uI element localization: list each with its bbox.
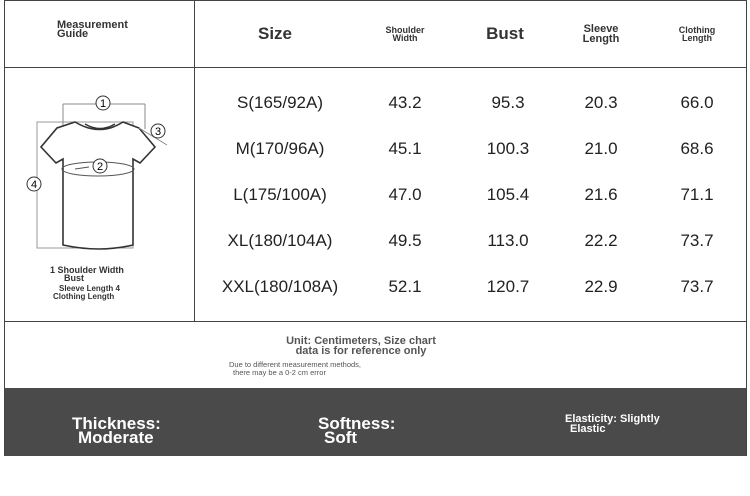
unit-note-line-1: Unit: Centimeters, Size chart	[286, 335, 436, 347]
thickness-label: Thickness:	[72, 414, 161, 433]
legend-sleeve-length: Sleeve Length 4	[59, 284, 120, 293]
cell-shoulder: 45.1	[388, 139, 422, 158]
cell-size: L(175/100A)	[233, 185, 327, 204]
table-row	[195, 172, 746, 218]
cell-length: 66.0	[680, 93, 714, 112]
cell-length: 73.7	[680, 231, 714, 250]
header-guide-label: Measurement Guide	[57, 19, 128, 40]
disclaimer-line-2: there may be a 0-2 cm error	[233, 368, 326, 377]
thickness-value: Moderate	[78, 428, 154, 447]
cell-sleeve: 22.2	[584, 231, 618, 250]
svg-text:4: 4	[30, 179, 38, 191]
cell-bust: 95.3	[491, 93, 525, 112]
elasticity-line-2: Elastic	[570, 423, 606, 435]
cell-shoulder: 52.1	[388, 277, 422, 296]
unit-note	[261, 336, 461, 356]
marker-1	[96, 96, 110, 110]
table-row	[195, 126, 746, 172]
tshirt-diagram	[5, 67, 194, 321]
size-chart	[4, 0, 747, 456]
elasticity-line-1: Elasticity: Slightly	[565, 413, 660, 425]
legend-clothing-length: Clothing Length	[53, 292, 115, 301]
cell-shoulder: 49.5	[388, 231, 422, 250]
svg-text:1: 1	[99, 98, 107, 110]
header-guide-cell	[5, 1, 195, 67]
measurement-guide	[5, 67, 195, 321]
disclaimer	[229, 361, 429, 377]
cell-length: 68.6	[680, 139, 714, 158]
table-row	[195, 80, 746, 126]
softness-value: Soft	[324, 428, 358, 447]
cell-size: XL(180/104A)	[227, 231, 333, 250]
cell-size: M(170/96A)	[235, 139, 325, 158]
cell-shoulder: 43.2	[388, 93, 422, 112]
cell-length: 73.7	[680, 277, 714, 296]
disclaimer-line-1: Due to different measurement methods,	[229, 360, 362, 369]
cell-bust: 105.4	[486, 185, 530, 204]
table-row	[195, 218, 746, 264]
legend-shoulder-width: 1 Shoulder Width	[50, 265, 124, 275]
cell-size: XXL(180/108A)	[221, 277, 339, 296]
marker-3	[151, 124, 165, 138]
cell-bust: 120.7	[486, 277, 530, 296]
unit-note-line-2: data is for reference only	[295, 345, 427, 357]
marker-4	[27, 177, 41, 191]
cell-sleeve: 21.6	[584, 185, 618, 204]
cell-bust: 100.3	[486, 139, 530, 158]
svg-text:2: 2	[96, 161, 104, 173]
header-sleeve-length: Sleeve Length	[582, 23, 620, 45]
cell-size: S(165/92A)	[237, 93, 323, 112]
cell-sleeve: 20.3	[584, 93, 618, 112]
svg-text:3: 3	[154, 126, 162, 138]
softness-label: Softness:	[318, 414, 396, 433]
header-clothing-length: Clothing Length	[678, 25, 716, 43]
notes-section	[5, 321, 746, 388]
cell-sleeve: 21.0	[584, 139, 618, 158]
header-shoulder-width: Shoulder Width	[385, 25, 425, 43]
header-size: Size	[257, 24, 293, 43]
cell-length: 71.1	[680, 185, 714, 204]
legend-bust: Bust	[64, 273, 84, 283]
header-bust: Bust	[486, 24, 524, 43]
cell-bust: 113.0	[487, 231, 529, 250]
attributes-footer	[5, 388, 746, 456]
marker-2	[93, 159, 107, 173]
header-row	[5, 1, 746, 68]
table-row	[195, 264, 746, 310]
cell-shoulder: 47.0	[388, 185, 422, 204]
cell-sleeve: 22.9	[584, 277, 618, 296]
